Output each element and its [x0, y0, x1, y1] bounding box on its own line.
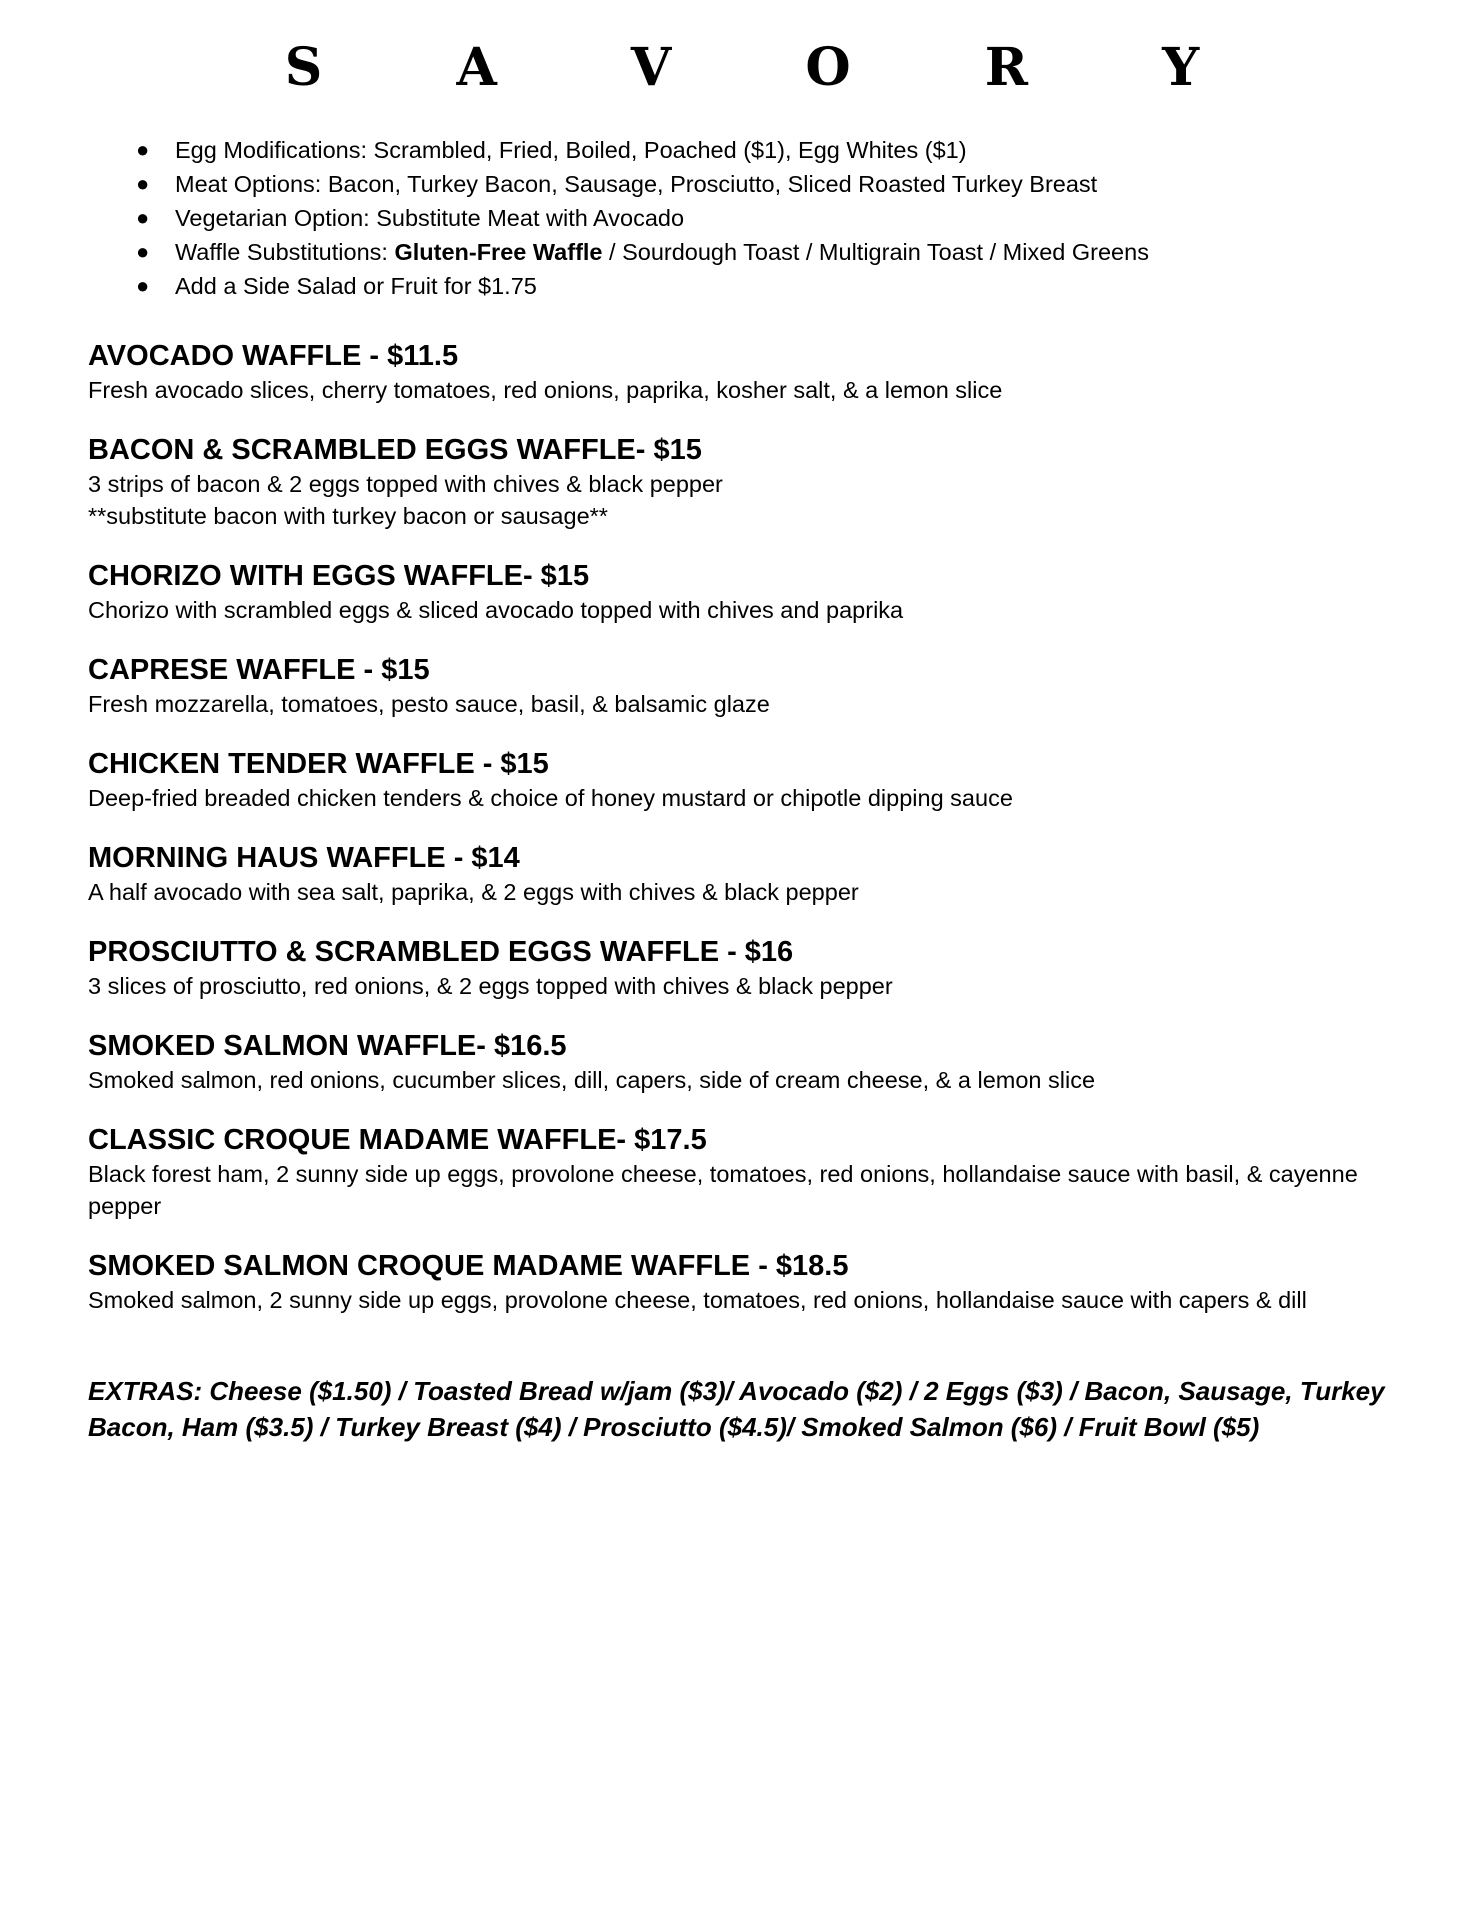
menu-item: [88, 558, 1418, 626]
option-text: Meat Options: Bacon, Turkey Bacon, Sausage, Prosciutto, Sliced Roasted Turkey Breast: [175, 171, 1098, 197]
item-name: BACON & SCRAMBLED EGGS WAFFLE- $15: [88, 434, 702, 466]
item-name: SMOKED SALMON CROQUE MADAME WAFFLE - $18.5: [88, 1250, 849, 1282]
bullet-icon: ●: [136, 171, 150, 196]
item-description: Chorizo with scrambled eggs & sliced avocado topped with chives and paprika: [88, 597, 904, 623]
list-item: [130, 201, 1149, 235]
bullet-icon: ●: [136, 137, 150, 162]
menu-item: [88, 652, 1418, 720]
item-name: CHORIZO WITH EGGS WAFFLE- $15: [88, 560, 590, 592]
option-text-suffix: / Sourdough Toast / Multigrain Toast / Mixed Greens: [602, 239, 1149, 265]
menu-item: [88, 1122, 1418, 1222]
item-description: Black forest ham, 2 sunny side up eggs, provolone cheese, tomatoes, red onions, hollandaise sauce with basil, & cayenne pepper: [88, 1161, 1358, 1219]
bullet-icon: ●: [136, 273, 150, 298]
menu-item: [88, 1248, 1418, 1316]
menu-item: [88, 840, 1418, 908]
extras-text: EXTRAS: Cheese ($1.50) / Toasted Bread w/jam ($3)/ Avocado ($2) / 2 Eggs ($3) / Bacon, Sausage, Turkey Bacon, Ham ($3.5) / Turkey Breast ($4) / Prosciutto ($4.5)/ Smoked Salmon ($6) / Fruit Bowl ($5): [88, 1376, 1385, 1442]
item-description: Smoked salmon, 2 sunny side up eggs, provolone cheese, tomatoes, red onions, hollandaise sauce with capers & dill: [88, 1287, 1307, 1313]
option-text: Add a Side Salad or Fruit for $1.75: [175, 273, 537, 299]
menu-item: [88, 432, 1418, 532]
item-description: Fresh avocado slices, cherry tomatoes, red onions, paprika, kosher salt, & a lemon slice: [88, 377, 1003, 403]
menu-items: [88, 338, 1418, 1342]
list-item: [130, 235, 1149, 269]
option-text: Vegetarian Option: Substitute Meat with Avocado: [175, 205, 685, 231]
bullet-icon: ●: [136, 205, 150, 230]
item-description: Fresh mozzarella, tomatoes, pesto sauce, basil, & balsamic glaze: [88, 691, 770, 717]
item-description: 3 slices of prosciutto, red onions, & 2 eggs topped with chives & black pepper: [88, 973, 893, 999]
item-description: Deep-fried breaded chicken tenders & choice of honey mustard or chipotle dipping sauce: [88, 785, 1013, 811]
bullet-icon: ●: [136, 239, 150, 264]
list-item: [130, 133, 1149, 167]
item-name: CAPRESE WAFFLE - $15: [88, 654, 430, 686]
item-description: 3 strips of bacon & 2 eggs topped with chives & black pepper: [88, 471, 723, 497]
list-item: [130, 269, 1149, 303]
menu-item: [88, 338, 1418, 406]
item-note: **substitute bacon with turkey bacon or sausage**: [88, 503, 608, 529]
menu-item: [88, 1028, 1418, 1096]
menu-item: [88, 934, 1418, 1002]
menu-item: [88, 746, 1418, 814]
option-text: Egg Modifications: Scrambled, Fried, Boiled, Poached ($1), Egg Whites ($1): [175, 137, 967, 163]
option-text-prefix: Waffle Substitutions:: [175, 239, 395, 265]
item-name: MORNING HAUS WAFFLE - $14: [88, 842, 520, 874]
item-name: SMOKED SALMON WAFFLE- $16.5: [88, 1030, 567, 1062]
options-list: [130, 133, 1149, 303]
item-description: A half avocado with sea salt, paprika, & 2 eggs with chives & black pepper: [88, 879, 859, 905]
item-name: CHICKEN TENDER WAFFLE - $15: [88, 748, 549, 780]
page-title: S A V O R Y: [284, 37, 1258, 98]
item-name: CLASSIC CROQUE MADAME WAFFLE- $17.5: [88, 1124, 707, 1156]
item-description: Smoked salmon, red onions, cucumber slices, dill, capers, side of cream cheese, & a lemon slice: [88, 1067, 1096, 1093]
option-text-bold: Gluten-Free Waffle: [394, 239, 603, 265]
list-item: [130, 167, 1149, 201]
item-name: AVOCADO WAFFLE - $11.5: [88, 340, 459, 372]
item-name: PROSCIUTTO & SCRAMBLED EGGS WAFFLE - $16: [88, 936, 794, 968]
